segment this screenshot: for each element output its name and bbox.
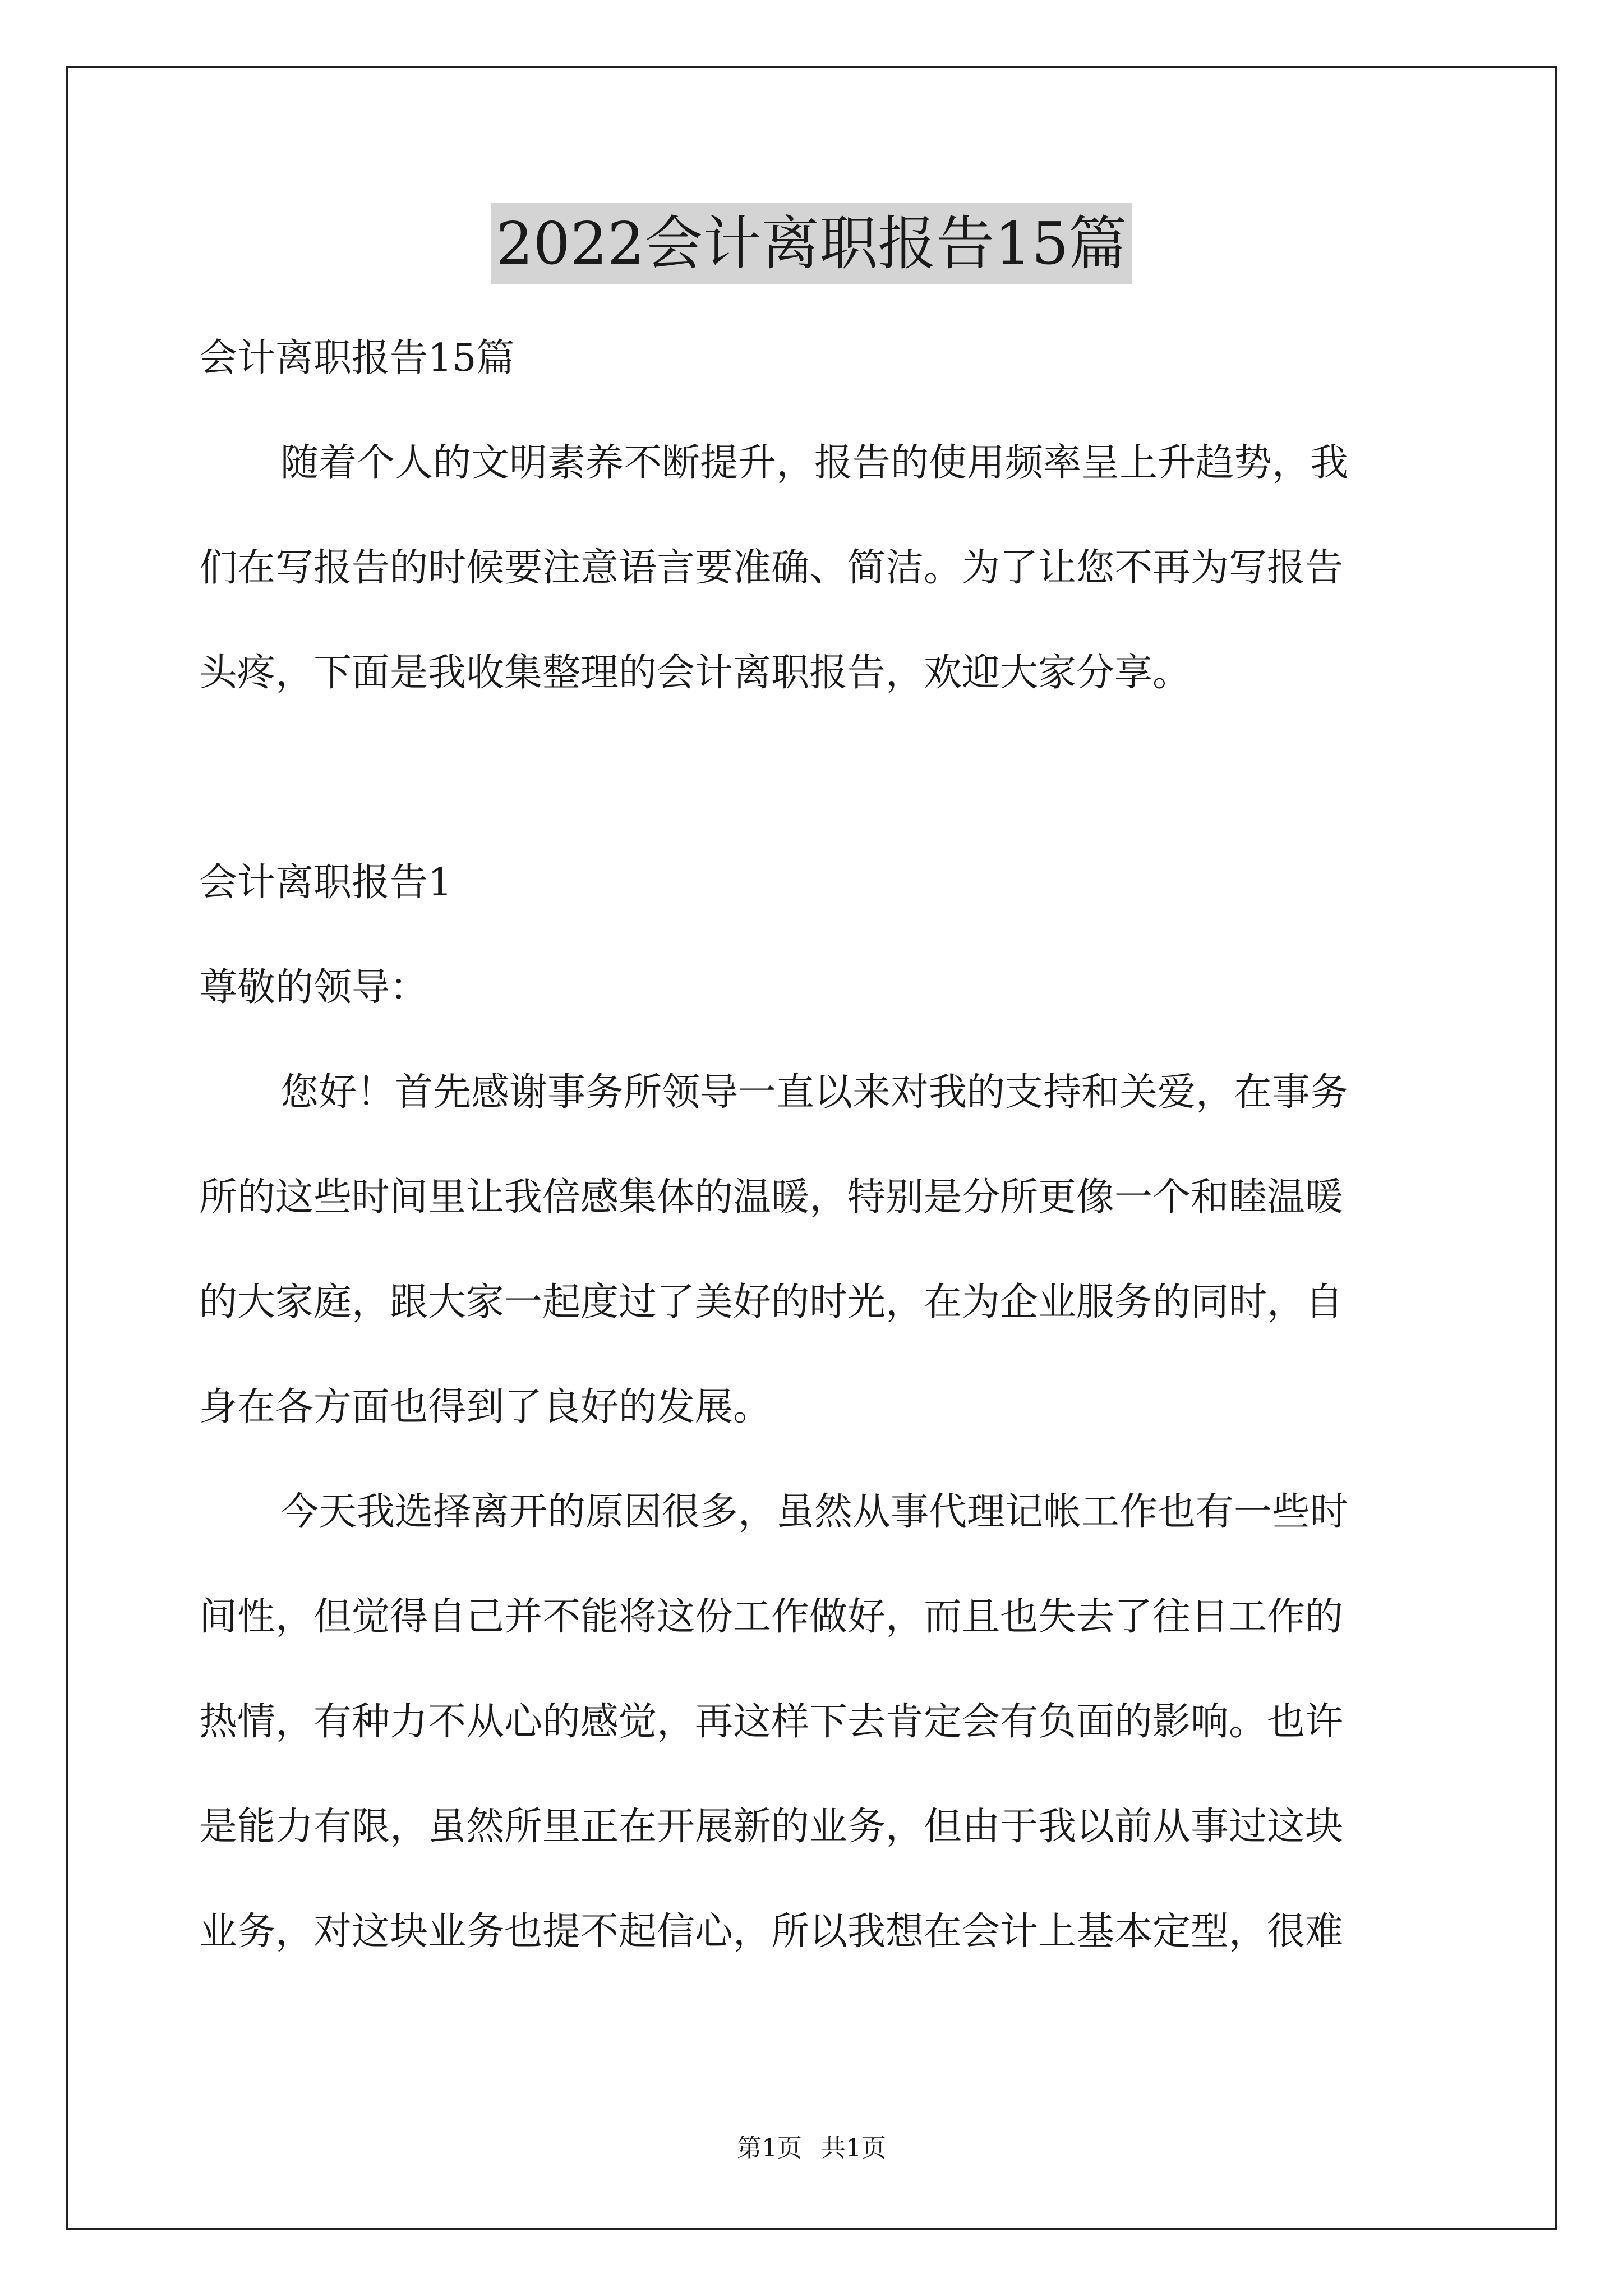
blank-line xyxy=(199,725,1433,830)
title-container xyxy=(0,203,1623,284)
text-line: 们在写报告的时候要注意语言要准确、简洁。为了让您不再为写报告 xyxy=(199,546,1344,590)
text-line: 的大家庭，跟大家一起度过了美好的时光，在为企业服务的同时，自 xyxy=(199,1280,1344,1324)
text-line: 身在各方面也得到了良好的发展。 xyxy=(199,1385,772,1429)
page-total: 共1页 xyxy=(821,2134,886,2162)
text-line: 尊敬的领导： xyxy=(199,965,428,1010)
document-title: 2022会计离职报告15篇 xyxy=(491,203,1131,284)
page-footer xyxy=(0,2132,1623,2165)
text-line: 头疼，下面是我收集整理的会计离职报告，欢迎大家分享。 xyxy=(199,651,1191,695)
page-number: 第1页 xyxy=(737,2134,802,2162)
text-line: 您好！首先感谢事务所领导一直以来对我的支持和关爱，在事务 xyxy=(280,1070,1349,1115)
text-line: 会计离职报告15篇 xyxy=(199,336,515,380)
text-line: 会计离职报告1 xyxy=(199,861,453,905)
text-line: 所的这些时间里让我倍感集体的温暖，特别是分所更像一个和睦温暖 xyxy=(199,1175,1344,1220)
text-line: 是能力有限，虽然所里正在开展新的业务，但由于我以前从事过这块 xyxy=(199,1805,1344,1849)
text-line: 今天我选择离开的原因很多，虽然从事代理记帐工作也有一些时 xyxy=(280,1490,1349,1534)
text-line: 间性，但觉得自己并不能将这份工作做好，而且也失去了往日工作的 xyxy=(199,1595,1344,1639)
document-body xyxy=(199,306,1433,1984)
text-line: 业务，对这块业务也提不起信心，所以我想在会计上基本定型，很难 xyxy=(199,1910,1344,1954)
text-line: 随着个人的文明素养不断提升，报告的使用频率呈上升趋势，我 xyxy=(280,441,1349,485)
text-line: 热情，有种力不从心的感觉，再这样下去肯定会有负面的影响。也许 xyxy=(199,1700,1344,1744)
